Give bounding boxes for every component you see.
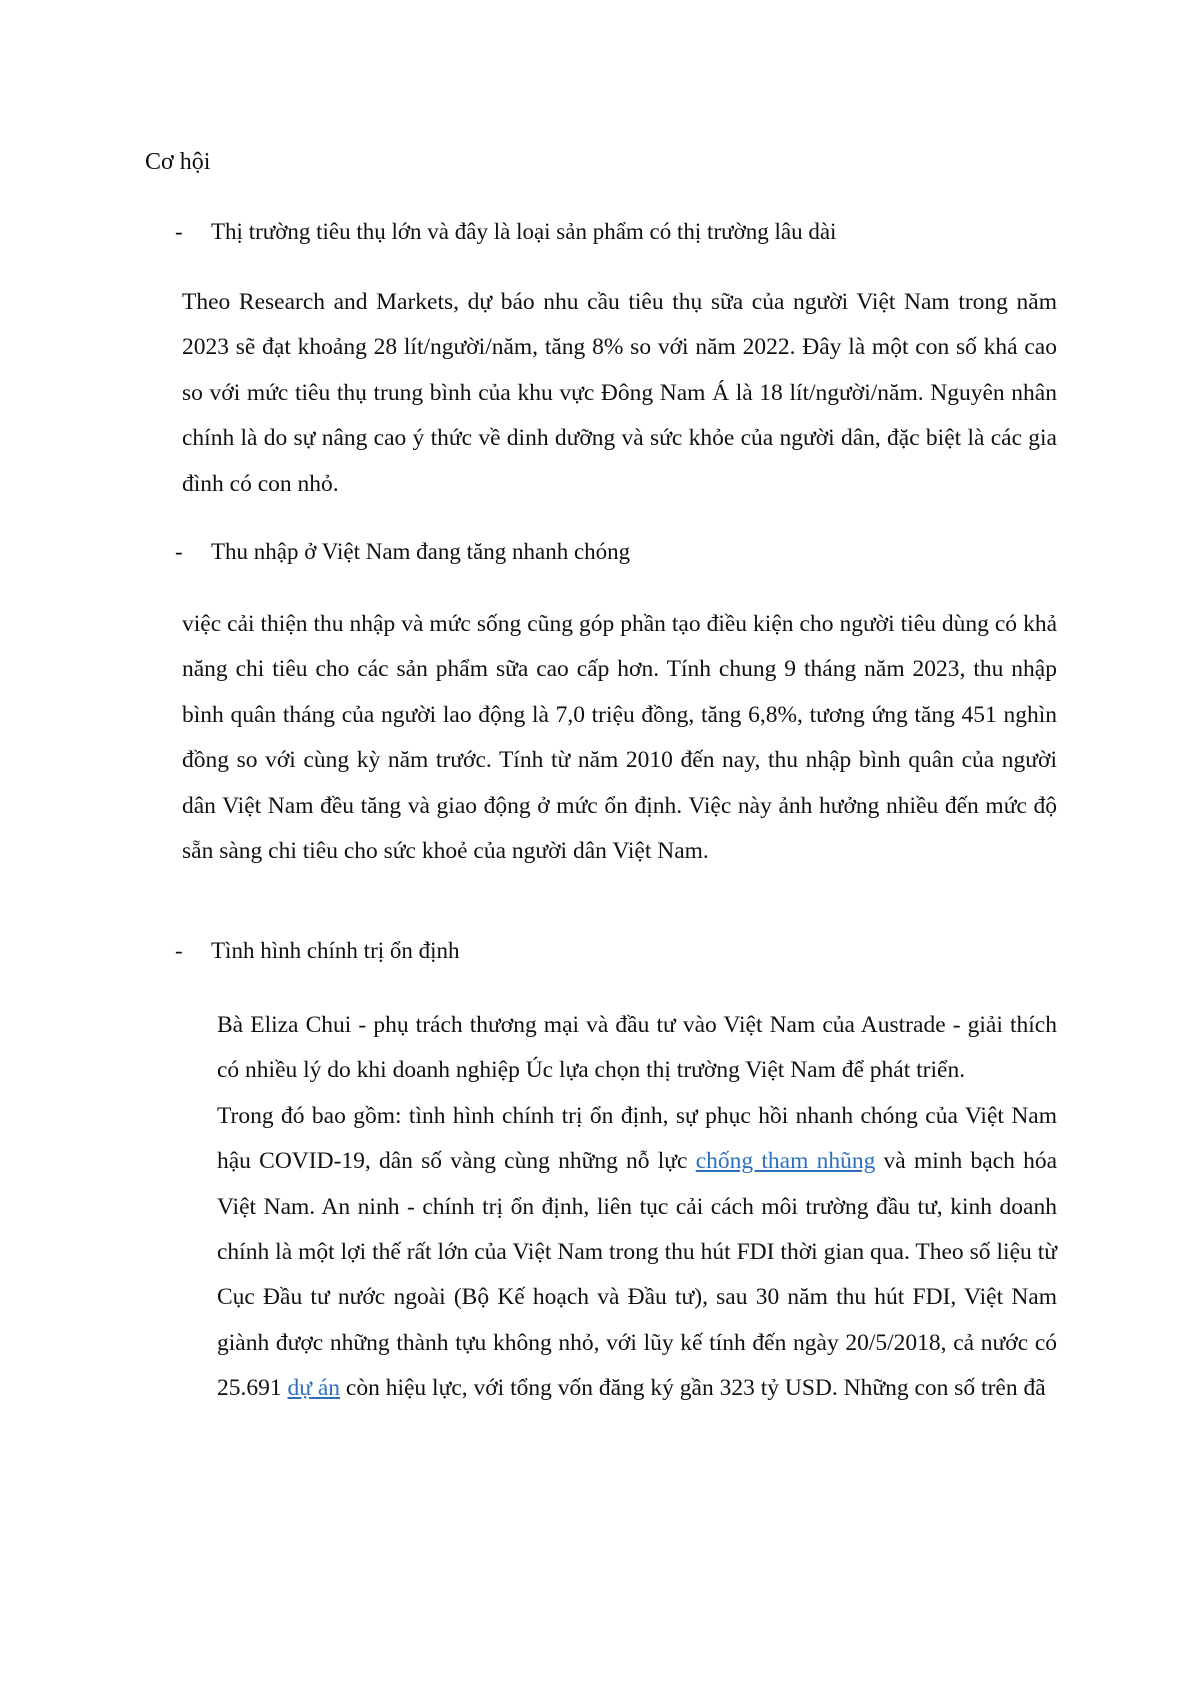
bullet-item-politics: [175, 935, 460, 967]
text-run: Trong đó bao gồm: tình hình chính trị ổn định, sự phục hồi nhanh chóng của Việt Nam hậu COVID-19, dân số vàng cùng những nỗ lực: [217, 1102, 1057, 1175]
project-link[interactable]: dự án: [287, 1375, 341, 1402]
bullet-item-market: [175, 216, 836, 248]
bullet-title: Tình hình chính trị ổn định: [211, 938, 460, 963]
bullet-title: Thị trường tiêu thụ lớn và đây là loại sản phẩm có thị trường lâu dài: [211, 219, 837, 244]
paragraph-income: việc cải thiện thu nhập và mức sống cũng góp phần tạo điều kiện cho người tiêu dùng có khả năng chi tiêu cho các sản phẩm sữa cao cấp hơn. Tính chung 9 tháng năm 2023, thu nhập bình quân tháng của người lao động là 7,0 triệu đồng, tăng 6,8%, tương ứng tăng 451 nghìn đồng so với cùng kỳ năm trước. Tính từ năm 2010 đến nay, thu nhập bình quân của người dân Việt Nam đều tăng và giao động ở mức ổn định. Việc này ảnh hưởng nhiều đến mức độ sẵn sàng chi tiêu cho sức khoẻ của người dân Việt Nam.: [182, 611, 1057, 865]
paragraph-politics-intro: Bà Eliza Chui - phụ trách thương mại và đầu tư vào Việt Nam của Austrade - giải thích có nhiều lý do khi doanh nghiệp Úc lựa chọn thị trường Việt Nam để phát triển.: [217, 1012, 1057, 1084]
anti-corruption-link[interactable]: chống tham nhũng: [695, 1148, 876, 1175]
bullet-item-income: [175, 536, 630, 568]
paragraph-politics-main: [217, 1094, 1057, 1412]
section-heading: Cơ hội: [145, 149, 211, 175]
bullet-dash: -: [175, 938, 183, 963]
text-run: còn hiệu lực, với tổng vốn đăng ký gần 323 tỷ USD. Những con số trên đã: [340, 1375, 1046, 1402]
paragraph-politics: [217, 1003, 1057, 1412]
bullet-title: Thu nhập ở Việt Nam đang tăng nhanh chóng: [211, 539, 631, 564]
text-run: và minh bạch hóa Việt Nam. An ninh - chính trị ổn định, liên tục cải cách môi trường đầu tư, kinh doanh chính là một lợi thế rất lớn của Việt Nam trong thu hút FDI thời gian qua. Theo số liệu từ Cục Đầu tư nước ngoài (Bộ Kế hoạch và Đầu tư), sau 30 năm thu hút FDI, Việt Nam giành được những thành tựu không nhỏ, với lũy kế tính đến ngày 20/5/2018, cả nước có 25.691: [217, 1148, 1058, 1402]
bullet-dash: -: [175, 219, 183, 244]
paragraph-market: Theo Research and Markets, dự báo nhu cầu tiêu thụ sữa của người Việt Nam trong năm 2023 sẽ đạt khoảng 28 lít/người/năm, tăng 8% so với năm 2022. Đây là một con số khá cao so với mức tiêu thụ trung bình của khu vực Đông Nam Á là 18 lít/người/năm. Nguyên nhân chính là do sự nâng cao ý thức về dinh dưỡng và sức khỏe của người dân, đặc biệt là các gia đình có con nhỏ.: [182, 289, 1057, 497]
bullet-dash: -: [175, 539, 183, 564]
